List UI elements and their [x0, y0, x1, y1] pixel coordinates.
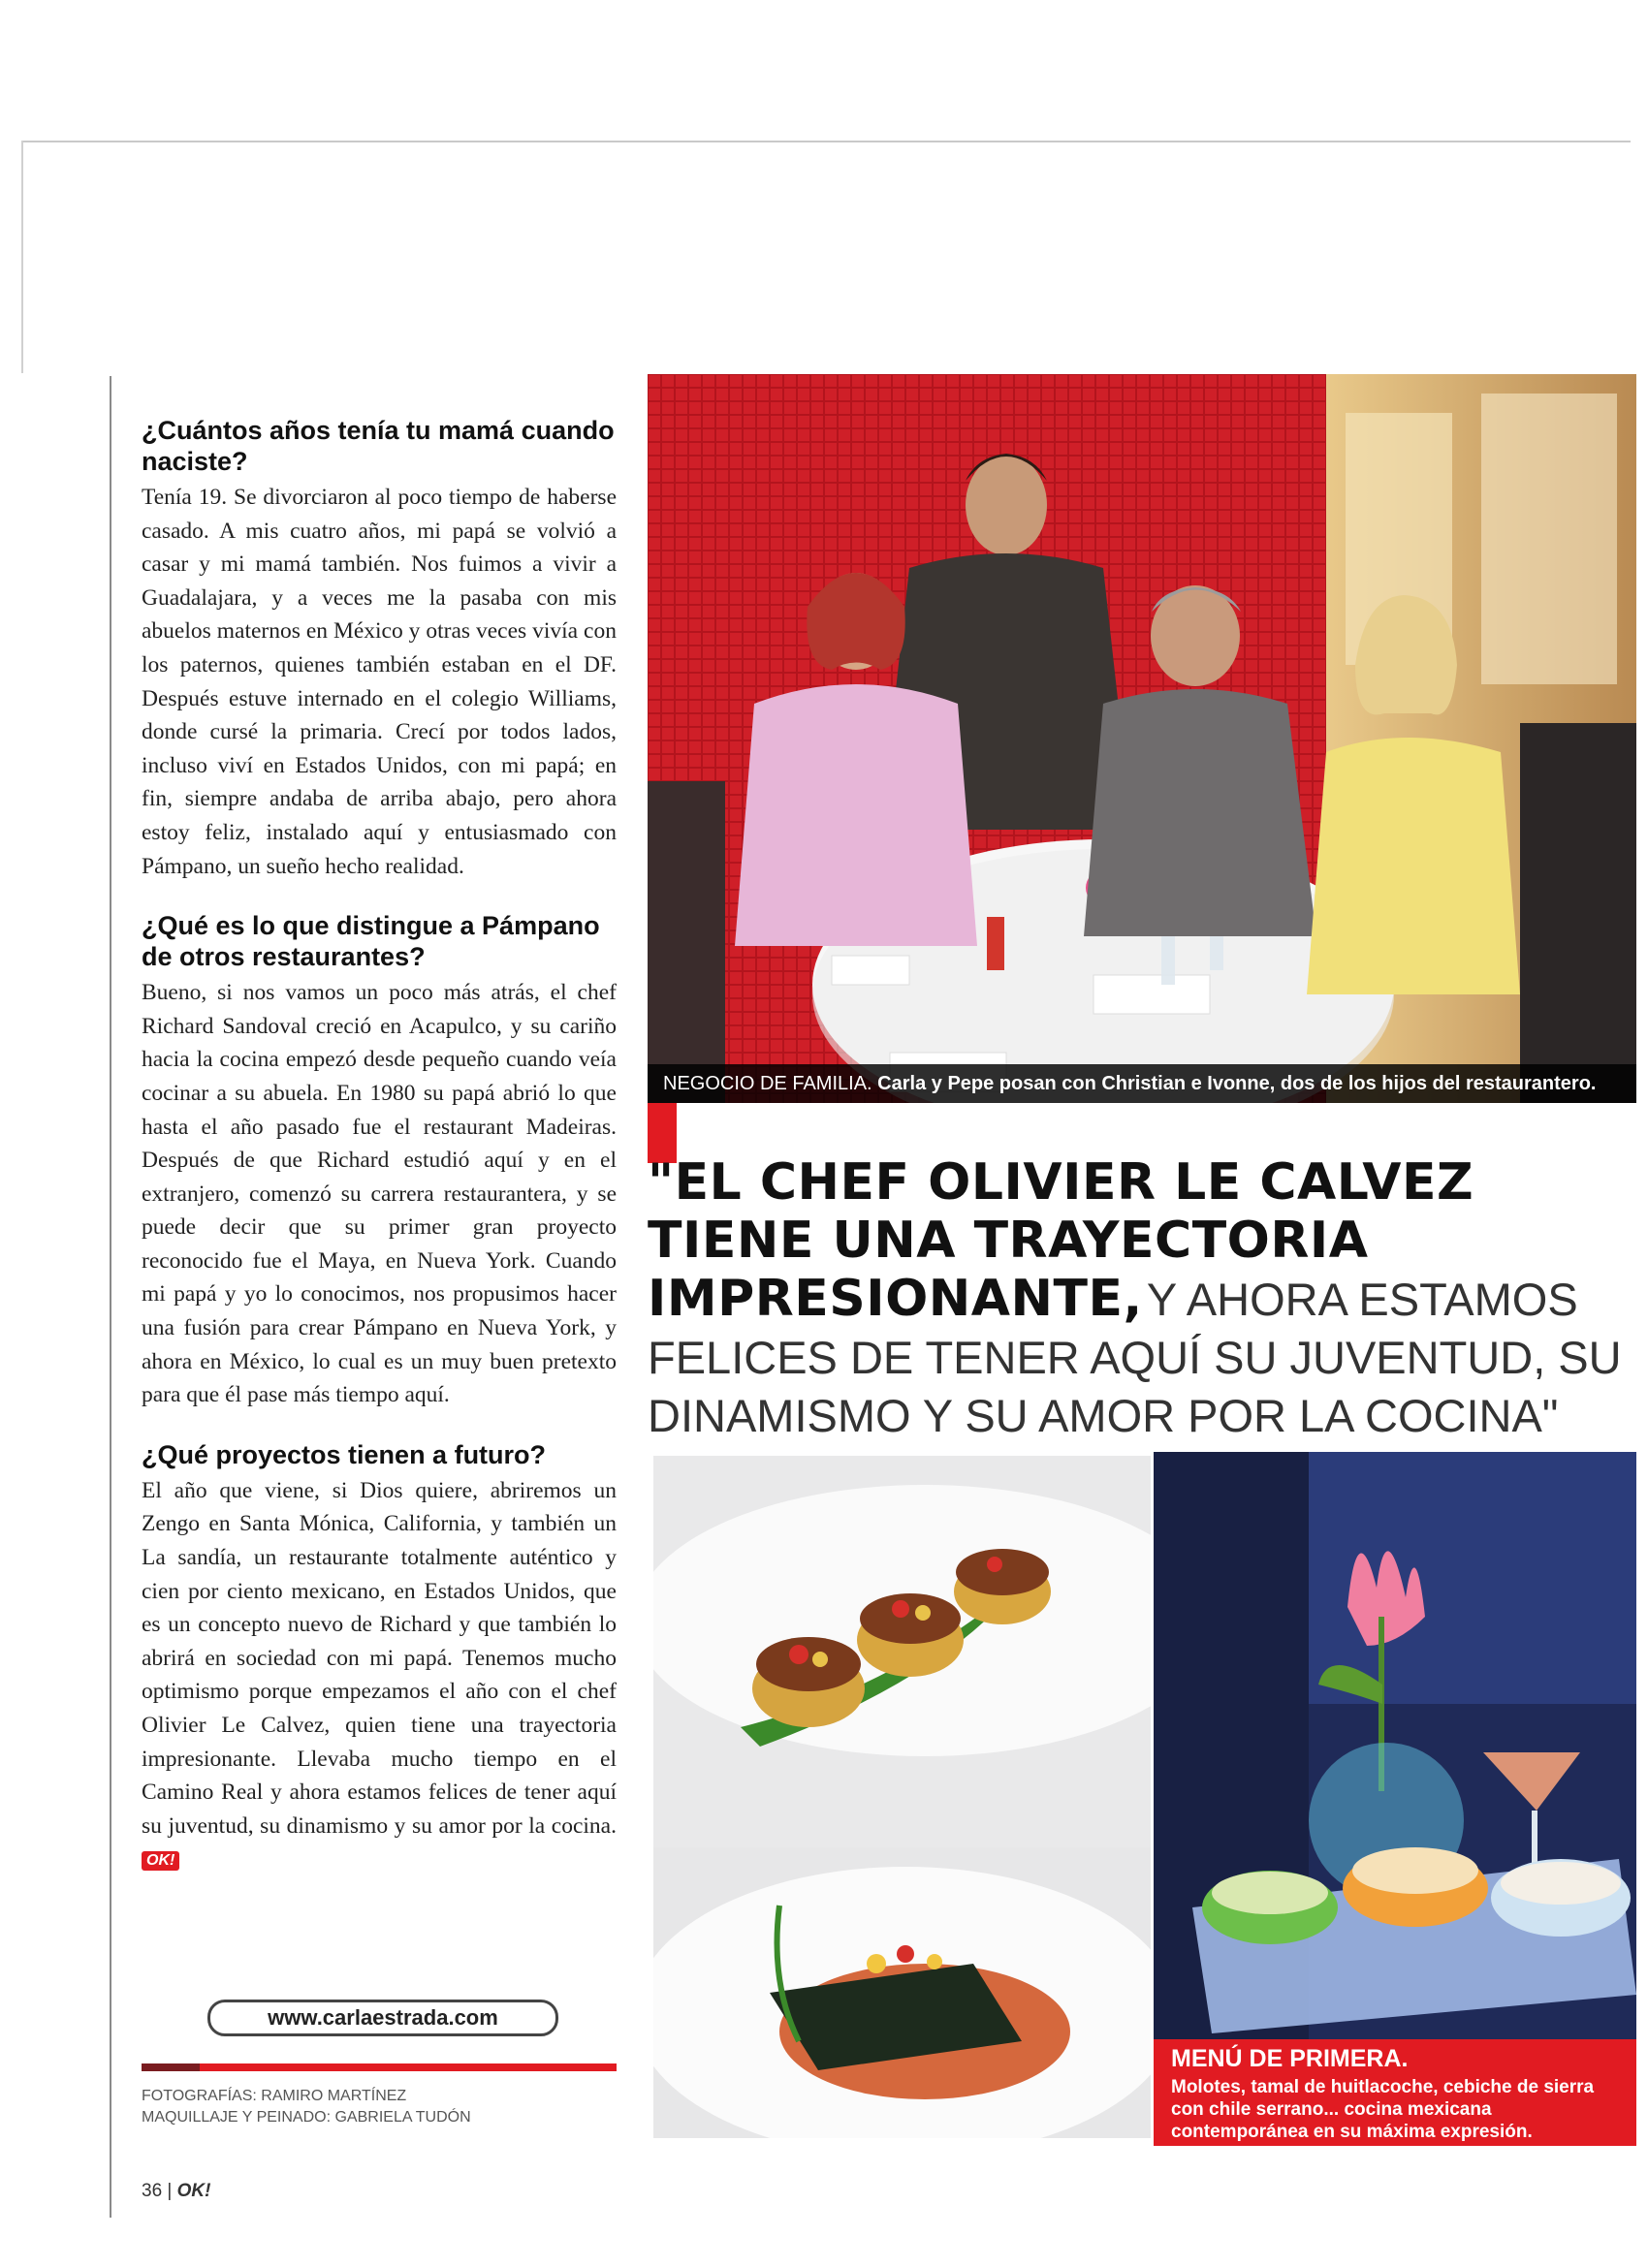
answer-text: El año que viene, si Dios quiere, abriremos un Zengo en Santa Mónica, California, y también un La sandía, un restaurante totalmente auténtico y cien por ciento mexicano, en Estados Unidos, que es un concepto nuevo de Richard y que también lo abrirá en sociedad con mi papá. Tenemos mucho optimismo porque empezamos el año con el chef Olivier Le Calvez, quien tiene una trayectoria impresionante. Llevaba mucho tiempo en el Camino Real y ahora estamos felices de tener aquí su juventud, su dinamismo y su amor por la cocina. [142, 1477, 617, 1839]
answer-paragraph: Bueno, si nos vamos un poco más atrás, el chef Richard Sandoval creció en Acapulco, y su cariño hacia la cocina empezó desde pequeño cuando veía cocinar a su abuela. En 1980 su papá abrió lo que hasta el año pasado fue el restaurant Madeiras. Después de que Richard estudió aquí y en el extranjero, comenzó su carrera restaurantera, y se puede decir que su primer gran proyecto reconocido fue el Maya, en Nueva York. Cuando mi papá y yo lo conocimos, nos propusimos hacer una fusión para crear Pámpano en Nueva York, y ahora en México, lo cual es un muy buen pretexto para que él pase más tiempo aquí. [142, 980, 617, 1408]
answer-paragraph [142, 1474, 617, 1876]
food-photo-cebiches [1154, 1452, 1636, 2045]
family-photo [648, 374, 1636, 1103]
caption-text: Carla y Pepe posan con Christian e Ivonne, dos de los hijos del restaurantero. [877, 1073, 1597, 1094]
page-folio: 36 | OK! [142, 2181, 211, 2201]
menu-box [1154, 2039, 1636, 2146]
photo-caption [648, 1064, 1636, 1103]
ok-end-mark: OK! [142, 1851, 179, 1871]
molotes-illustration [653, 1456, 1151, 1849]
pull-quote-bold: "EL CHEF OLIVIER LE CALVEZ TIENE UNA TRAYECTORIA IMPRESIONANTE, [648, 1153, 1474, 1328]
caption-label: NEGOCIO DE FAMILIA. [663, 1073, 872, 1094]
question-heading: ¿Cuántos años tenía tu mamá cuando naciste? [142, 416, 615, 476]
website-link[interactable]: www.carlaestrada.com [207, 2000, 558, 2036]
pull-quote-light: Y AHORA ESTAMOS FELICES DE TENER AQUÍ SU JUVENTUD, SU DINAMISMO Y SU AMOR POR LA COCINA" [648, 1274, 1622, 1441]
qa-section-3 [142, 1439, 617, 1876]
pull-quote [648, 1153, 1627, 1445]
qa-section-1 [142, 415, 617, 883]
cebiches-illustration [1154, 1452, 1636, 2045]
article-column [142, 415, 617, 1876]
question-heading: ¿Qué proyectos tienen a futuro? [142, 1439, 547, 1469]
menu-title: MENÚ DE PRIMERA. [1171, 2045, 1409, 2072]
page-edge-line [21, 141, 23, 373]
column-rule [110, 376, 111, 2218]
question-heading: ¿Qué es lo que distingue a Pámpano de otros restaurantes? [142, 911, 600, 972]
credit-photos: FOTOGRAFÍAS: RAMIRO MARTÍNEZ [142, 2088, 407, 2104]
family-photo-illustration [648, 374, 1636, 1103]
magazine-name: OK! [176, 2181, 211, 2201]
credits-dark-bar [142, 2063, 200, 2071]
answer-paragraph: Tenía 19. Se divorciaron al poco tiempo de haberse casado. A mis cuatro años, mi papá se volvió a casar y mi mamá también. Nos fuimos a vivir a Guadalajara, y a veces me la pasaba con mis abuelos maternos en México y otras veces vivía con los paternos, quienes también estaban en el DF. Después estuve internado en el colegio Williams, donde cursé la primaria. Crecí por todos lados, incluso viví en Estados Unidos, con mi papá; en fin, siempre andaba de arriba abajo, pero ahora estoy feliz, instalado aquí y entusiasmado con Pámpano, un sueño hecho realidad. [142, 485, 617, 879]
credit-makeup: MAQUILLAJE Y PEINADO: GABRIELA TUDÓN [142, 2109, 471, 2126]
qa-section-2 [142, 910, 617, 1412]
credits-red-bar [142, 2063, 617, 2071]
photo-credits [142, 2086, 471, 2128]
menu-description: Molotes, tamal de huitlacoche, cebiche de sierra con chile serrano... cocina mexicana contemporánea en su máxima expresión. [1171, 2077, 1595, 2142]
top-rule [21, 141, 1631, 142]
food-photo-tamal [653, 1847, 1151, 2138]
page-number: 36 [142, 2181, 163, 2201]
tamal-illustration [653, 1847, 1151, 2138]
food-photo-molotes [653, 1456, 1151, 1849]
